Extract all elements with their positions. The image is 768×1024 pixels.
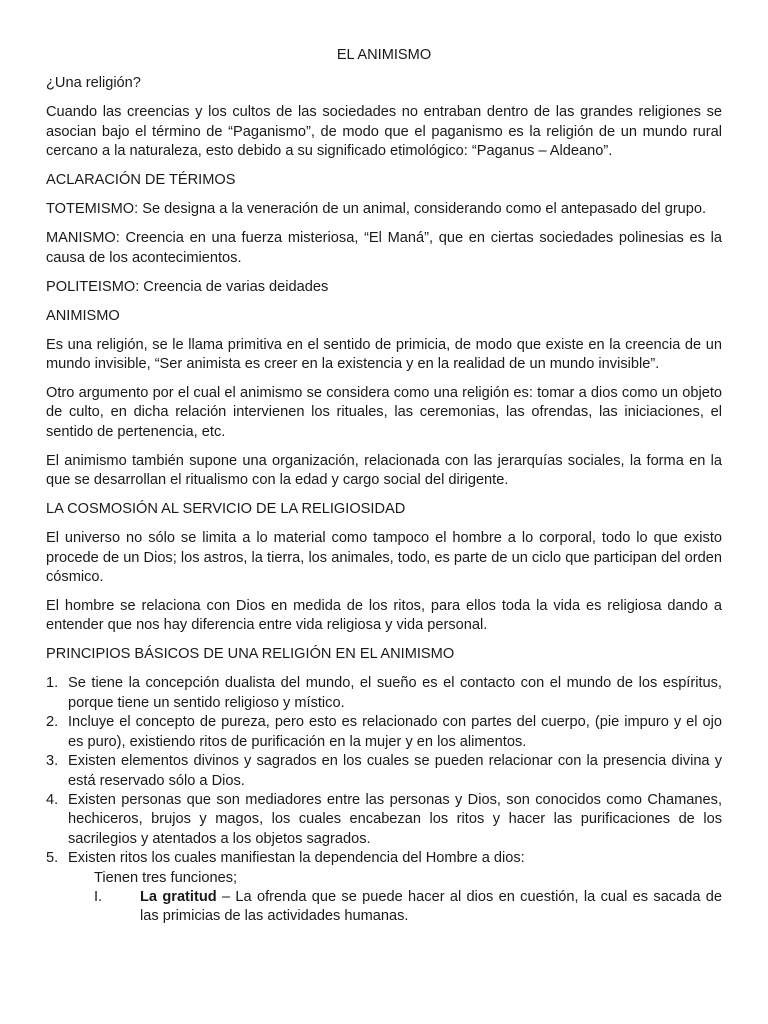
funcion-number: I.	[94, 888, 103, 905]
funcion-item	[46, 888, 722, 927]
heading-aclaracion: ACLARACIÓN DE TÉRIMOS	[46, 172, 236, 189]
list-item-number: 1.	[46, 675, 59, 692]
list-item-text: Incluye el concepto de pureza, pero esto es relacionado con partes del cuerpo, (pie impuro y el ojo es puro), existiendo ritos de purificación en la mujer y en los alimentos.	[68, 714, 722, 750]
document-page	[46, 46, 722, 927]
funcion-title: La gratitud	[140, 888, 217, 905]
list-item	[46, 674, 722, 713]
list-item	[46, 713, 722, 752]
manismo-paragraph: MANISMO: Creencia en una fuerza misteriosa, “El Maná”, que en ciertas sociedades polinesias es la causa de los acontecimientos.	[46, 230, 722, 266]
list-item-text: Existen ritos los cuales manifiestan la dependencia del Hombre a dios:	[68, 850, 525, 867]
animismo-paragraph-2: Otro argumento por el cual el animismo se considera como una religión es: tomar a dios como un objeto de culto, en dicha relación intervienen los rituales, las ceremonias, las ofrendas, las iniciaciones, el sentido de pertenencia, etc.	[46, 385, 722, 440]
funcion-text: – La ofrenda que se puede hacer al dios en cuestión, la cual es sacada de las primicias de las actividades humanas.	[140, 888, 722, 925]
list-item-text: Se tiene la concepción dualista del mundo, el sueño es el contacto con el mundo de los espíritus, porque tiene un sentido religioso y místico.	[68, 675, 722, 711]
list-item-text: Existen elementos divinos y sagrados en los cuales se pueden relacionar con la presencia divina y está reservado sólo a Dios.	[68, 753, 722, 789]
question-line: ¿Una religión?	[46, 75, 141, 92]
list-item-number: 4.	[46, 791, 59, 808]
list-item-number: 3.	[46, 753, 59, 770]
cosmosion-paragraph-2: El hombre se relaciona con Dios en medida de los ritos, para ellos toda la vida es religiosa dando a entender que nos hay diferencia entre vida religiosa y vida personal.	[46, 598, 722, 634]
totemismo-paragraph: TOTEMISMO: Se designa a la veneración de un animal, considerando como el antepasado del grupo.	[46, 201, 707, 218]
list-item	[46, 752, 722, 791]
animismo-paragraph-3: El animismo también supone una organización, relacionada con las jerarquías sociales, la forma en la que se desarrollan el ritualismo con la edad y cargo social del dirigente.	[46, 452, 722, 489]
heading-animismo: ANIMISMO	[46, 307, 120, 324]
politeismo-paragraph: POLITEISMO: Creencia de varias deidades	[46, 278, 329, 295]
list-item	[46, 849, 722, 868]
cosmosion-paragraph-1: El universo no sólo se limita a lo material como tampoco el hombre a lo corporal, todo lo que existo procede de un Dios; los astros, la tierra, los animales, todo, es parte de un ciclo que participan del orden cósmico.	[46, 530, 722, 586]
animismo-paragraph-1: Es una religión, se le llama primitiva en el sentido de primicia, de modo que existe en la creencia de un mundo invisible, “Ser animista es creer en la existencia y en la realidad de un mundo invisible”.	[46, 336, 722, 373]
principios-list	[46, 674, 722, 926]
list-item-text: Existen personas que son mediadores entre las personas y Dios, son conocidos como Chamanes, hechiceros, brujos y magos, los cuales encabezan los ritos y hacer las purificaciones de los sacrilegios y atentados a los objetos sagrados.	[68, 791, 722, 847]
intro-paragraph: Cuando las creencias y los cultos de las sociedades no entraban dentro de las grandes religiones se asocian bajo el término de “Paganismo”, de modo que el paganismo es la religión de un mundo rural cercano a la naturaleza, esto debido a su significado etimológico: “Paganus – Aldeano”.	[46, 104, 722, 160]
heading-cosmosion: LA COSMOSIÓN AL SERVICIO DE LA RELIGIOSIDAD	[46, 501, 406, 518]
heading-principios: PRINCIPIOS BÁSICOS DE UNA RELIGIÓN EN EL ANIMISMO	[46, 646, 455, 663]
list-item	[46, 791, 722, 849]
list-item-number: 5.	[46, 850, 59, 867]
document-title: EL ANIMISMO	[336, 47, 432, 63]
list-item-number: 2.	[46, 714, 59, 731]
funciones-intro: Tienen tres funciones;	[94, 869, 238, 886]
